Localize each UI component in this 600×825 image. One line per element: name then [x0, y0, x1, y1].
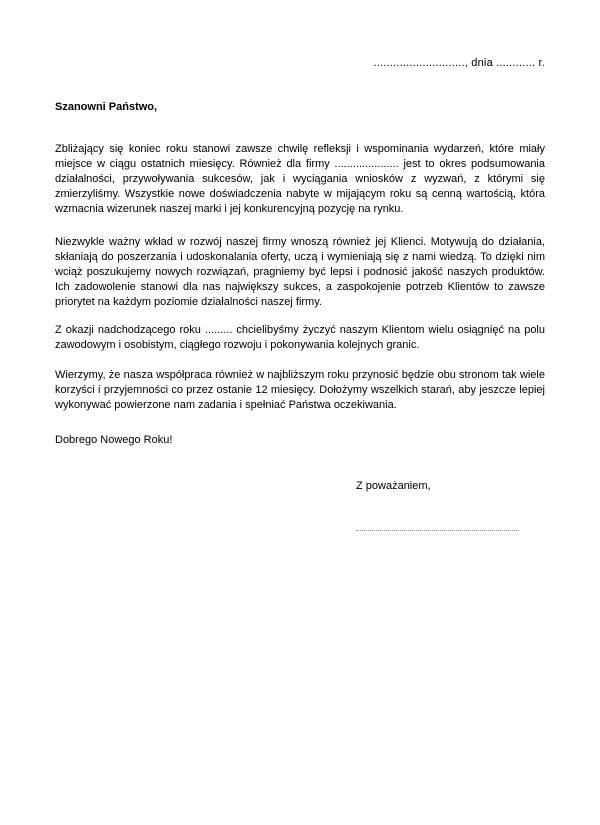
date-placeholder-line: ............................, dnia ............ r. [373, 57, 545, 69]
paragraph-clients-contribution: Niezwykle ważny wkład w rozwój naszej firmy wnoszą również jej Klienci. Motywują do działania, skłaniają do poszerzania i udoskonalania oferty, uczą i wymieniają się z nami wiedzą. To dzięki nim wciąż poszukujemy nowych rozwiązań, pragniemy być lepsi i podnosić jakość naszych produktów. Ich zadowolenie stanowi dla nas największy sukces, a zaspokojenie potrzeb Klientów to zawsze priorytet na każdym poziomie działalności naszej firmy. [55, 236, 545, 308]
happy-new-year-line: Dobrego Nowego Roku! [55, 434, 173, 446]
signature-line [356, 530, 519, 531]
paragraph-new-year-wishes: Z okazji nadchodzącego roku ......... chcielibyśmy życzyć naszym Klientom wielu osiągnięć na polu zawodowym i osobistym, ciągłego rozwoju i pokonywania kolejnych granic. [55, 324, 545, 351]
salutation: Szanowni Państwo, [55, 101, 158, 113]
closing-block [356, 479, 545, 531]
paragraph-cooperation: Wierzymy, że nasza współpraca również w najbliższym roku przynosić będzie obu stronom tak wiele korzyści i przyjemności co przez ostanie 12 miesięcy. Dołożymy wszelkich starań, aby jeszcze lepiej wykonywać powierzone nam zadania i spełniać Państwa oczekiwania. [55, 369, 545, 411]
paragraph-year-reflection: Zbliżający się koniec roku stanowi zawsze chwilę refleksji i wspominania wydarzeń, które miały miejsce w ciągu ostatnich miesięcy. Również dla firmy ..................... jest to okres podsumowania działalności, przywoływania sukcesów, jak i wyciągania wniosków z wyzwań, z którymi się zmierzyliśmy. Wszystkie nowe doświadczenia nabyte w mijającym roku są cenną wartością, która wzmacnia wizerunek naszej marki i jej konkurencyjną pozycję na rynku. [55, 143, 545, 215]
closing-phrase: Z poważaniem, [356, 480, 431, 492]
